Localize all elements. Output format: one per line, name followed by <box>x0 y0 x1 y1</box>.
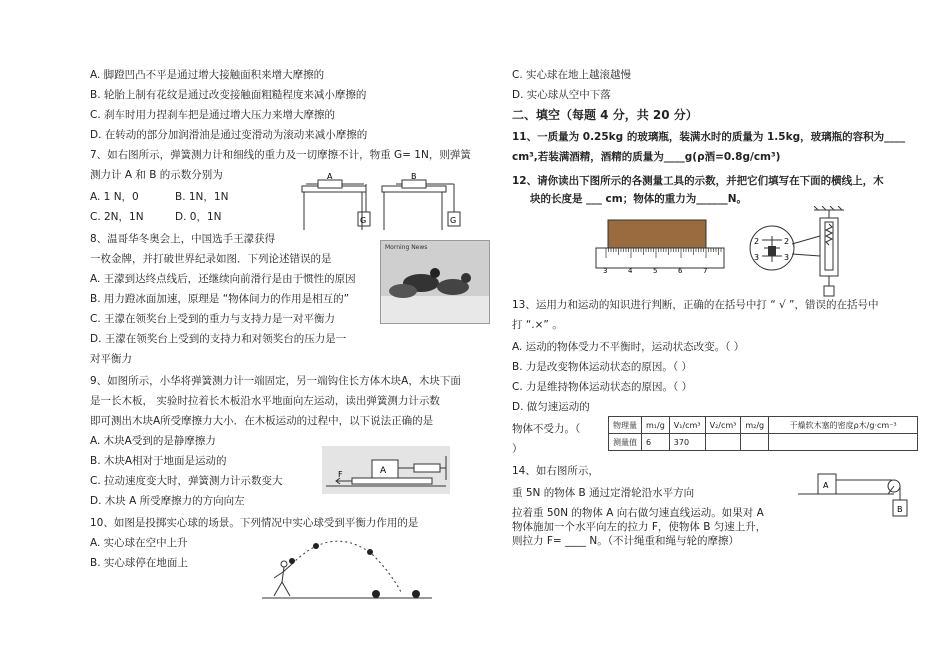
q13-option-d-close: ） <box>512 443 523 455</box>
table-cell: 6 <box>642 434 670 451</box>
q8-option-b: B. 用力蹬冰面加速，原理是 “物体间力的作用是相互的” <box>90 293 350 305</box>
table-row <box>609 434 918 451</box>
table-header: m₁/g <box>642 417 670 434</box>
q14-line3: 拉着重 50N 的物体 A 向右做匀速直线运动。如果对 A <box>512 507 764 519</box>
q14-line2: 重 5N 的物体 B 通过定滑轮沿水平方向 <box>512 487 695 499</box>
table-header: 物理量 <box>609 417 642 434</box>
table-cell <box>769 434 918 451</box>
q9-line1: 9、如图所示，小华将弹簧测力计一端固定，另一端钩住长方体木块A，木块下面 <box>90 375 461 387</box>
pulley-label-b: B <box>897 505 903 514</box>
wooden-block <box>608 220 706 248</box>
q11-line2: cm³,若装满酒精，酒精的质量为____g(ρ酒=0.8g/cm³) <box>512 151 781 163</box>
q12-line1: 12、请你读出下图所示的各测量工具的示数，并把它们填写在下面的横线上，木 <box>512 175 884 187</box>
q7-label-b: B <box>411 172 417 181</box>
table-header: V₁/cm³ <box>669 417 705 434</box>
q12-line2: 块的长度是 ___ cm；物体的重力为______N。 <box>530 193 748 205</box>
table-header: V₂/cm³ <box>705 417 741 434</box>
measurement-table <box>608 416 918 451</box>
q9-option-b: B. 木块A相对于地面是运动的 <box>90 455 227 467</box>
table-cell: 370 <box>669 434 705 451</box>
photo-caption: Morning News <box>385 244 428 251</box>
q9-option-c: C. 拉动速度变大时，弹簧测力计示数变大 <box>90 475 283 487</box>
q13-line1: 13、运用力和运动的知识进行判断，正确的在括号中打 “ √ ”，错误的在括号中 <box>512 299 879 311</box>
q6-option-a: A. 脚蹬凹凸不平是通过增大接触面积来增大摩擦的 <box>90 69 325 81</box>
pulley-label-a: A <box>823 481 829 490</box>
scale-label-3-left: 3 <box>754 253 760 262</box>
ruler-label-6: 6 <box>678 267 683 275</box>
ruler <box>596 248 724 268</box>
q7-label-g2: G <box>450 216 457 225</box>
q8-option-d: D. 王濛在领奖台上受到的支持力和对领奖台的压力是一 <box>90 333 347 345</box>
q11-line1: 11、一质量为 0.25kg 的玻璃瓶，装满水时的质量为 1.5kg，玻璃瓶的容积为____ <box>512 131 906 143</box>
table-header: 干燥软木塞的密度ρ木/g·cm⁻³ <box>769 417 918 434</box>
spring-scale-figure <box>748 206 858 298</box>
pulley-figure <box>796 468 912 528</box>
q7-option-d: D. 0，1N <box>175 211 222 223</box>
q7-option-b: B. 1N，1N <box>175 191 229 203</box>
ruler-label-3: 3 <box>603 267 608 275</box>
q7-option-c: C. 2N，1N <box>90 211 144 223</box>
q7-option-a: A. 1 N，0 <box>90 191 139 203</box>
scale-label-2-right: 2 <box>784 237 790 246</box>
ruler-label-5: 5 <box>653 267 658 275</box>
table-cell <box>705 434 741 451</box>
table-cell <box>741 434 769 451</box>
q9-line2: 是一长木板， 实验时拉着长木板沿水平地面向左运动，读出弹簧测力计示数 <box>90 395 440 407</box>
q10-option-a: A. 实心球在空中上升 <box>90 537 188 549</box>
q7-line1: 7、如右图所示，弹簧测力计和细线的重力及一切摩擦不计，物重 G= 1N，则弹簧 <box>90 149 471 161</box>
q7-spring-scale-figure <box>296 172 466 234</box>
q13-option-a: A. 运动的物体受力不平衡时，运动状态改变。（ ） <box>512 341 745 353</box>
scale-label-2-left: 2 <box>754 237 760 246</box>
q13-line2: 打 “.×” 。 <box>512 319 563 331</box>
q10-option-b: B. 实心球停在地面上 <box>90 557 188 569</box>
q9-label-f: F <box>338 470 343 479</box>
q10-line1: 10、如图是投掷实心球的场景。下列情况中实心球受到平衡力作用的是 <box>90 517 419 529</box>
q9-friction-figure <box>322 446 450 494</box>
q10-option-c: C. 实心球在地上越滚越慢 <box>512 69 632 81</box>
q9-option-a: A. 木块A受到的是静摩擦力 <box>90 435 216 447</box>
q14-line4: 物体施加一个水平向左的拉力 F，使物体 B 匀速上升， <box>512 521 767 533</box>
q10-shot-put-figure <box>262 534 432 604</box>
q9-option-d: D. 木块 A 所受摩擦力的方向向左 <box>90 495 245 507</box>
q8-line1: 8、温哥华冬奥会上，中国选手王濛获得 <box>90 233 276 245</box>
q8-line2: 一枚金牌，并打破世界纪录如图．下列论述错误的是 <box>90 253 332 265</box>
scale-label-3-right: 3 <box>784 253 790 262</box>
q6-option-c: C. 刹车时用力捏刹车把是通过增大压力来增大摩擦的 <box>90 109 336 121</box>
table-header-row <box>609 417 918 434</box>
q7-line2: 测力计 A 和 B 的示数分别为 <box>90 169 223 181</box>
ruler-label-7: 7 <box>703 267 708 275</box>
q8-option-d-cont: 对平衡力 <box>90 353 132 365</box>
q14-line1: 14、如右图所示， <box>512 465 599 477</box>
q10-option-d: D. 实心球从空中下落 <box>512 89 611 101</box>
q7-label-g1: G <box>360 216 367 225</box>
ruler-label-4: 4 <box>628 267 633 275</box>
table-header: m₂/g <box>741 417 769 434</box>
q8-option-a: A. 王濛到达终点线后，还继续向前滑行是由于惯性的原因 <box>90 273 356 285</box>
q13-option-c: C. 力是维持物体运动状态的原因。（ ） <box>512 381 693 393</box>
q6-option-b: B. 轮胎上制有花纹是通过改变接触面粗糙程度来减小摩擦的 <box>90 89 367 101</box>
q13-option-d-cont: 物体不受力。（ <box>512 423 581 435</box>
q6-option-d: D. 在转动的部分加润滑油是通过变滑动为滚动来减小摩擦的 <box>90 129 368 141</box>
section-2-heading: 二、填空（每题 4 分，共 20 分） <box>512 108 698 122</box>
q9-label-a: A <box>380 466 387 476</box>
q13-option-b: B. 力是改变物体运动状态的原因。（ ） <box>512 361 692 373</box>
q9-line3: 即可测出木块A所受摩擦力大小．在木板运动的过程中，以下说法正确的是 <box>90 415 434 427</box>
skater-photo <box>380 240 490 324</box>
q13-option-d: D. 做匀速运动的 <box>512 401 590 413</box>
q14-line5: 则拉力 F= ____ N。（不计绳重和绳与轮的摩擦） <box>512 535 739 547</box>
q8-option-c: C. 王濛在领奖台上受到的重力与支持力是一对平衡力 <box>90 313 336 325</box>
table-cell: 测量值 <box>609 434 642 451</box>
ruler-figure <box>592 214 728 278</box>
q7-label-a: A <box>327 172 333 181</box>
